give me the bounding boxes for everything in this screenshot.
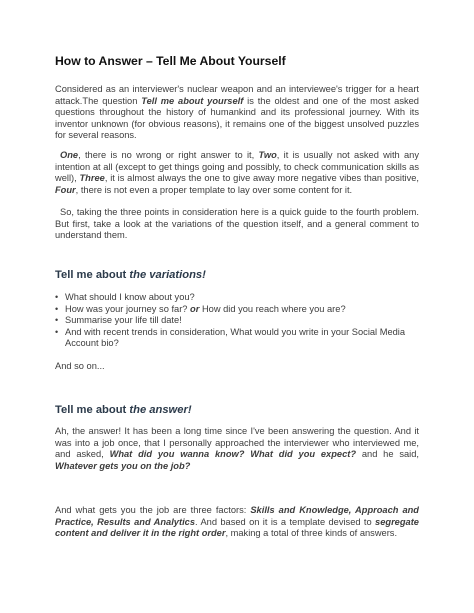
answer-text-2: and he said, (356, 449, 419, 460)
point-four-label: Four (55, 184, 76, 195)
list-item (55, 315, 419, 327)
list-item-or: or (190, 303, 200, 314)
list-item-text: And with recent trends in consideration, What would you write in your Social Media Account bio? (65, 326, 406, 349)
list-item (55, 292, 419, 304)
answer-quote-1: What did you wanna know? What did you expect? (109, 449, 357, 460)
list-item-text: How was your journey so far? (65, 303, 191, 314)
answer-heading-prefix: Tell me about (55, 404, 130, 416)
answer-paragraph (55, 426, 419, 472)
point-three-label: Three (79, 173, 105, 184)
factors-emphasis-2: segregate content and deliver it in the right order (55, 516, 419, 539)
point-three-text: , it is almost always the one to give away more negative vibes than positive, (104, 173, 419, 184)
variations-heading-prefix: Tell me about (55, 269, 130, 281)
intro-text-1: Considered as an interviewer's nuclear weapon and an interviewee's trigger for a heart attack.The question (55, 84, 419, 106)
and-so-on-text: And so on... (55, 361, 105, 371)
list-item-text: Summarise your life till date! (65, 315, 182, 326)
point-four-text: , there is not even a proper template to lay over some content for it. (75, 184, 353, 195)
variations-list (55, 292, 419, 350)
factors-emphasis-1: Skills and Knowledge, Approach and Practice, Results and Analytics (55, 505, 419, 527)
document-title: How to Answer – Tell Me About Yourself (55, 54, 286, 68)
list-item (55, 304, 419, 316)
point-one-label: One (60, 150, 79, 160)
answer-text-1: Ah, the answer! It has been a long time since I've been answering the question. And it was into a job once, that I personally approached the interviewer who interviewed me, and asked, (55, 426, 419, 460)
answer-heading (55, 404, 192, 416)
intro-text-2: is the oldest and one of the most asked questions throughout the history of humankind and its professional journey. With its inventor unknown (for obvious reasons), it remains one of the biggest unsolved puzzles for several reasons. (55, 95, 419, 141)
variations-heading (55, 269, 206, 281)
guide-paragraph (55, 207, 419, 242)
factors-text-1: And what gets you the job are three factors: (55, 505, 251, 515)
answer-heading-emphasis: the answer! (129, 404, 192, 416)
point-two-text: , it is usually not asked with any intention at all (except to get things going and possibly, to check communication skills as well), (55, 150, 419, 184)
factors-text-3: , making a total of three kinds of answers. (225, 528, 398, 539)
point-one-text: , there is no wrong or right answer to it, (78, 150, 259, 160)
answer-quote-2: Whatever gets you on the job? (55, 460, 191, 471)
list-item-text: What should I know about you? (65, 292, 195, 302)
factors-paragraph (55, 505, 419, 540)
guide-text: So, taking the three points in consideration here is a quick guide to the fourth problem. But first, take a look at the variations of the question itself, and a general comment to understand them. (55, 207, 419, 241)
intro-question: Tell me about yourself (141, 95, 244, 106)
points-paragraph (55, 150, 419, 196)
variations-heading-emphasis: the variations! (129, 269, 206, 281)
intro-paragraph (55, 84, 419, 142)
factors-text-2: . And based on it is a template devised to (195, 516, 376, 527)
list-item (55, 327, 419, 350)
list-item-text: How did you reach where you are? (199, 303, 346, 314)
point-two-label: Two (258, 150, 277, 160)
